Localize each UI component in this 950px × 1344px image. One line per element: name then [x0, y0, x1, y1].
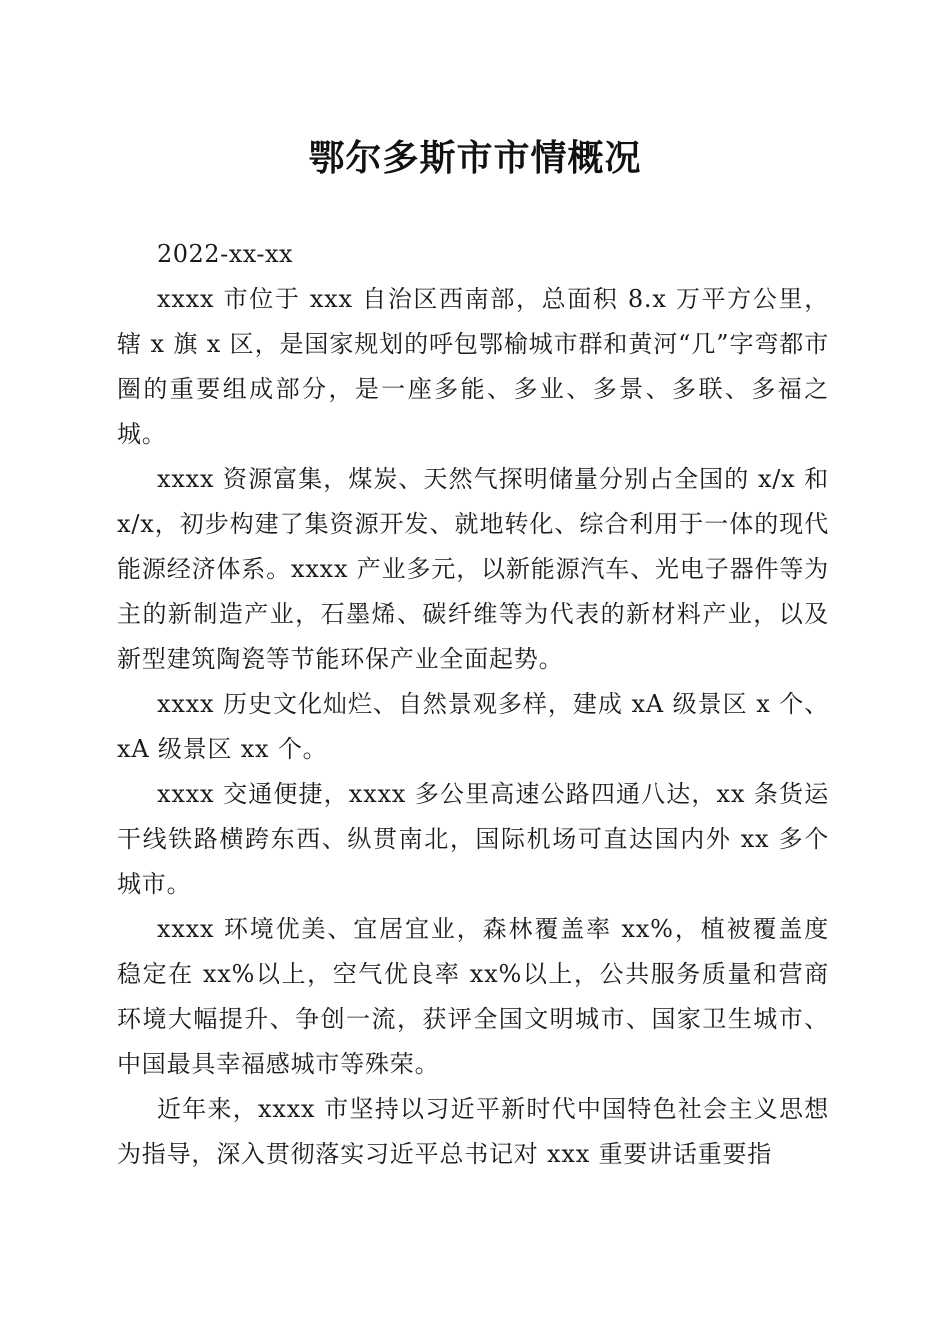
- paragraph-recent-years: 近年来，xxxx 市坚持以习近平新时代中国特色社会主义思想为指导，深入贯彻落实习近平总书记对 xxx 重要讲话重要指: [117, 1095, 829, 1168]
- paragraph-resources: xxxx 资源富集，煤炭、天然气探明储量分别占全国的 x/x 和 x/x，初步构建了集资源开发、就地转化、综合利用于一体的现代能源经济体系。xxxx 产业多元，以新能源汽车、光电子器件等为主的新制造产业，石墨烯、碳纤维等为代表的新材料产业，以及新型建筑陶瓷等节能环保产业全面起势。: [117, 465, 829, 673]
- document-title: 鄂尔多斯市市情概况: [308, 137, 642, 179]
- paragraph-transport: xxxx 交通便捷，xxxx 多公里高速公路四通八达，xx 条货运干线铁路横跨东西、纵贯南北，国际机场可直达国内外 xx 多个城市。: [117, 780, 829, 898]
- paragraph-culture: xxxx 历史文化灿烂、自然景观多样，建成 xA 级景区 x 个、xA 级景区 xx 个。: [117, 690, 829, 763]
- paragraph-environment: xxxx 环境优美、宜居宜业，森林覆盖率 xx%，植被覆盖度稳定在 xx%以上，空气优良率 xx%以上，公共服务质量和营商环境大幅提升、争创一流，获评全国文明城市、国家卫生城市、中国最具幸福感城市等殊荣。: [117, 915, 829, 1078]
- paragraph-location: xxxx 市位于 xxx 自治区西南部，总面积 8.x 万平方公里，辖 x 旗 x 区，是国家规划的呼包鄂榆城市群和黄河“几”字弯都市圈的重要组成部分，是一座多能、多业、多景、多联、多福之城。: [117, 285, 829, 448]
- document-date: 2022-xx-xx: [157, 240, 294, 268]
- document-body: [117, 232, 829, 1177]
